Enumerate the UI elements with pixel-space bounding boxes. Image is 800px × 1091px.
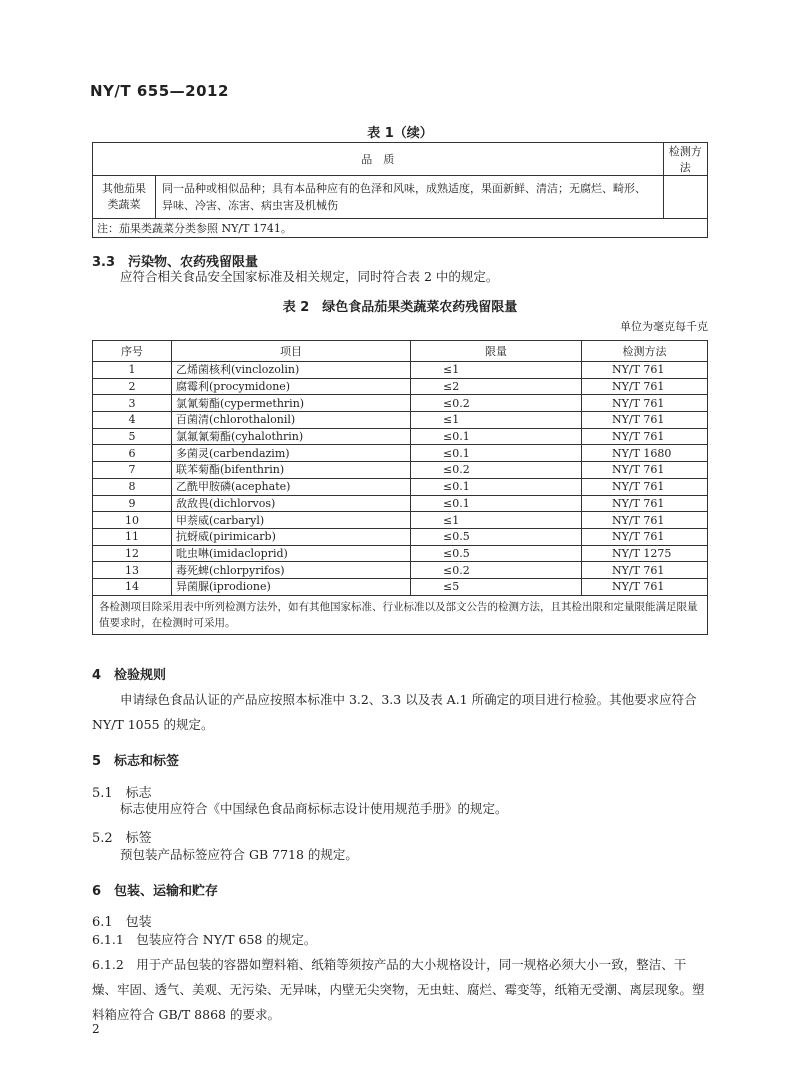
row-item: 抗蚜威(pirimicarb): [172, 528, 411, 545]
row-item: 腐霉利(procymidone): [172, 378, 411, 395]
section-5-2-heading: 5.2 标签: [92, 831, 152, 846]
row-limit: ≤0.1: [411, 428, 582, 445]
row-item: 异菌脲(iprodione): [172, 578, 411, 595]
row-limit: ≤5: [411, 578, 582, 595]
row-method: NY/T 761: [582, 462, 708, 479]
section-3-3-heading: 3.3 污染物、农药残留限量: [92, 255, 259, 270]
table2-unit: 单位为毫克每千克: [620, 320, 708, 333]
table1-category: 其他茄果类蔬菜: [93, 176, 156, 219]
section-6-1-heading: 6.1 包装: [92, 915, 152, 930]
row-method: NY/T 761: [582, 495, 708, 512]
table-row: [93, 578, 708, 595]
row-item: 氯氟氰菊酯(cyhalothrin): [172, 428, 411, 445]
table-row: [93, 362, 708, 379]
row-limit: ≤0.1: [411, 478, 582, 495]
row-method: NY/T 761: [582, 362, 708, 379]
row-limit: ≤0.2: [411, 462, 582, 479]
row-method: NY/T 761: [582, 528, 708, 545]
table-row: [93, 412, 708, 429]
row-number: 10: [93, 512, 172, 529]
row-method: NY/T 761: [582, 412, 708, 429]
row-number: 7: [93, 462, 172, 479]
row-item: 百菌清(chlorothalonil): [172, 412, 411, 429]
table1-header-quality: 品 质: [93, 143, 664, 176]
row-item: 乙烯菌核利(vinclozolin): [172, 362, 411, 379]
row-number: 1: [93, 362, 172, 379]
row-number: 3: [93, 395, 172, 412]
table2: [92, 340, 708, 635]
row-limit: ≤0.1: [411, 445, 582, 462]
row-item: 联苯菊酯(bifenthrin): [172, 462, 411, 479]
row-number: 13: [93, 562, 172, 579]
section-6-1-1-text: 6.1.1 包装应符合 NY/T 658 的规定。: [92, 932, 317, 947]
row-limit: ≤0.5: [411, 545, 582, 562]
row-method: NY/T 761: [582, 562, 708, 579]
table1-quality-desc: 同一品种或相似品种；具有本品种应有的色泽和风味，成熟适度，果面新鲜、清洁；无腐烂、畸形、异味、冷害、冻害、病虫害及机械伤: [156, 176, 664, 219]
row-limit: ≤0.1: [411, 495, 582, 512]
table2-header-item: 项目: [172, 341, 411, 362]
row-method: NY/T 761: [582, 478, 708, 495]
row-method: NY/T 761: [582, 428, 708, 445]
row-number: 12: [93, 545, 172, 562]
table2-header-no: 序号: [93, 341, 172, 362]
row-item: 吡虫啉(imidacloprid): [172, 545, 411, 562]
row-number: 14: [93, 578, 172, 595]
table1-header-method: 检测方法: [663, 143, 707, 176]
table1-method-cell: [663, 176, 707, 219]
row-method: NY/T 1680: [582, 445, 708, 462]
row-limit: ≤1: [411, 412, 582, 429]
table-row: [93, 528, 708, 545]
table-row: [93, 478, 708, 495]
row-item: 甲萘威(carbaryl): [172, 512, 411, 529]
row-number: 5: [93, 428, 172, 445]
row-number: 8: [93, 478, 172, 495]
row-item: 敌敌畏(dichlorvos): [172, 495, 411, 512]
table-row: [93, 512, 708, 529]
row-item: 氯氰菊酯(cypermethrin): [172, 395, 411, 412]
row-limit: ≤2: [411, 378, 582, 395]
section-4-heading: 4 检验规则: [92, 668, 167, 683]
row-number: 2: [93, 378, 172, 395]
row-method: NY/T 761: [582, 512, 708, 529]
standard-code: NY/T 655—2012: [90, 82, 229, 100]
table1-title: 表 1（续）: [367, 126, 433, 141]
row-method: NY/T 761: [582, 395, 708, 412]
row-method: NY/T 761: [582, 578, 708, 595]
row-method: NY/T 761: [582, 378, 708, 395]
table-row: [93, 562, 708, 579]
table-row: [93, 428, 708, 445]
table2-footnote: 各检测项目除采用表中所列检测方法外，如有其他国家标准、行业标准以及部文公告的检测方法，且其检出限和定量限能满足限量值要求时，在检测时可采用。: [93, 595, 708, 634]
table-row: [93, 462, 708, 479]
table-row: [93, 495, 708, 512]
table-row: [93, 545, 708, 562]
row-number: 4: [93, 412, 172, 429]
section-4-text: 申请绿色食品认证的产品应按照本标准中 3.2、3.3 以及表 A.1 所确定的项目进行检验。其他要求应符合 NY/T 1055 的规定。: [92, 692, 697, 732]
row-method: NY/T 1275: [582, 545, 708, 562]
table2-body: [93, 362, 708, 596]
page-number: 2: [92, 1022, 100, 1036]
row-limit: ≤0.5: [411, 528, 582, 545]
row-number: 6: [93, 445, 172, 462]
table1-note: 注：茄果类蔬菜分类参照 NY/T 1741。: [93, 219, 708, 238]
row-item: 乙酰甲胺磷(acephate): [172, 478, 411, 495]
section-3-3-text: 应符合相关食品安全国家标准及相关规定，同时符合表 2 中的规定。: [120, 269, 499, 284]
table2-header-limit: 限量: [411, 341, 582, 362]
section-6-heading: 6 包装、运输和贮存: [92, 884, 219, 899]
row-item: 毒死蜱(chlorpyrifos): [172, 562, 411, 579]
table1: [92, 142, 708, 238]
table2-header-method: 检测方法: [582, 341, 708, 362]
row-limit: ≤0.2: [411, 562, 582, 579]
section-5-2-text: 预包装产品标签应符合 GB 7718 的规定。: [120, 847, 358, 862]
section-5-heading: 5 标志和标签: [92, 754, 180, 769]
section-5-1-heading: 5.1 标志: [92, 786, 152, 801]
row-number: 11: [93, 528, 172, 545]
section-5-1-text: 标志使用应符合《中国绿色食品商标标志设计使用规范手册》的规定。: [120, 801, 508, 816]
row-number: 9: [93, 495, 172, 512]
table-row: [93, 445, 708, 462]
table-row: [93, 395, 708, 412]
row-item: 多菌灵(carbendazim): [172, 445, 411, 462]
section-6-1-2-text: 6.1.2 用于产品包装的容器如塑料箱、纸箱等须按产品的大小规格设计，同一规格必须大小一致，整洁、干燥、牢固、透气、美观、无污染、无异味，内壁无尖突物，无虫蛀、腐烂、霉变等，纸箱无受潮、离层现象。塑料箱应符合 GB/T 8868 的要求。: [92, 957, 705, 1022]
table2-title: 表 2 绿色食品茄果类蔬菜农药残留限量: [282, 300, 518, 315]
row-limit: ≤1: [411, 362, 582, 379]
row-limit: ≤0.2: [411, 395, 582, 412]
row-limit: ≤1: [411, 512, 582, 529]
table-row: [93, 378, 708, 395]
